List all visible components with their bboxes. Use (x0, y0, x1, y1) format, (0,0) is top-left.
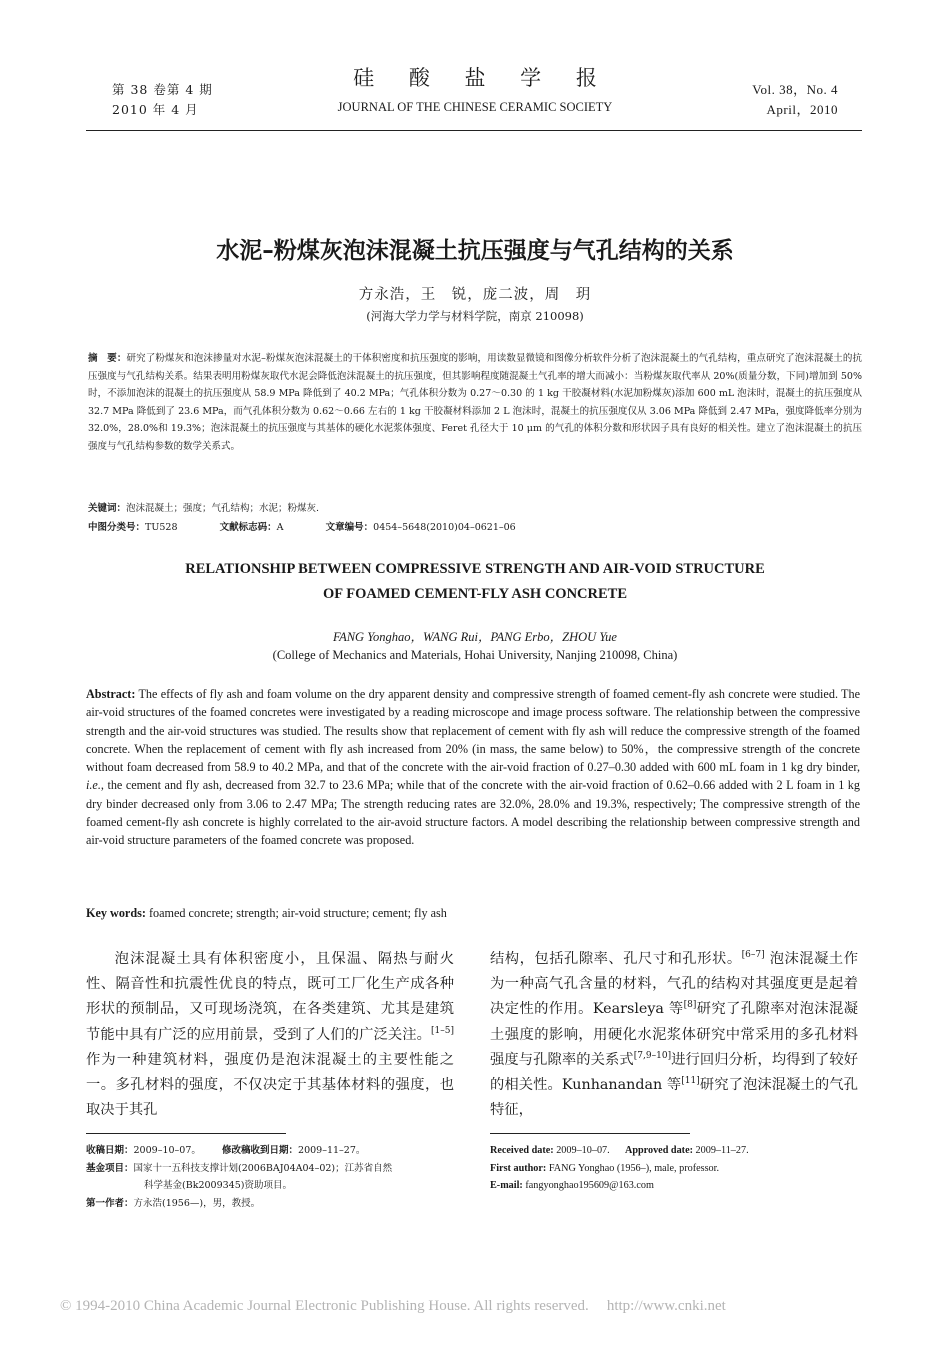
volume-en: Vol. 38，No. 4 (752, 82, 838, 97)
clc-label: 中图分类号： (88, 522, 146, 533)
author-value-en: FANG Yonghao (1956–), male, professor. (546, 1162, 720, 1174)
footnote-en-email (490, 1177, 870, 1195)
paper-title-en (80, 557, 870, 607)
date-en: April，2010 (766, 102, 838, 117)
copyright-text: © 1994-2010 China Academic Journal Electronic Publishing House. All rights reserved. (60, 1298, 589, 1314)
authors-en: FANG Yonghao，WANG Rui，PANG Erbo，ZHOU Yue (333, 630, 617, 644)
keywords-cn-label: 关键词： (88, 503, 127, 514)
footnote-cn-fund (86, 1160, 466, 1178)
header-issue-cn (112, 80, 213, 120)
paper-title-en-line2: OF FOAMED CEMENT-FLY ASH CONCRETE (323, 586, 627, 602)
revised-label-cn: 修改稿收到日期： (222, 1145, 299, 1156)
footnote-en (490, 1142, 870, 1195)
body-left-text-b: 作为一种建筑材料，强度仍是泡沫混凝土的主要性能之一。多孔材料的强度，不仅决定于其基体材料的强度，也取决于其孔 (86, 1051, 454, 1119)
body-right-text-a: 结构，包括孔隙率、孔尺寸和孔形状。 (490, 951, 742, 967)
keywords-en-text: foamed concrete; strength; air-void structure; cement; fly ash (145, 906, 447, 920)
author-value-cn: 方永浩(1956—)，男，教授。 (133, 1197, 261, 1209)
abstract-en-label: Abstract: (86, 687, 136, 701)
clc-value: TU528 (145, 522, 178, 533)
date-cn: 2010 年 4 月 (112, 102, 199, 117)
citation-8: [8] (683, 1000, 697, 1011)
citation-6-7: [6–7] (741, 950, 765, 961)
revised-value-cn: 2009–11–27。 (298, 1145, 366, 1156)
affiliation-en: (College of Mechanics and Materials, Hohai University, Nanjing 210098, China) (272, 648, 678, 662)
fund-line2-cn: 科学基金(Bk2009345)资助项目。 (144, 1180, 292, 1191)
affiliation-cn: (河海大学力学与材料学院，南京 210098) (366, 309, 584, 323)
email-value-en: fangyonghao195609@163.com (522, 1180, 654, 1191)
keywords-en (86, 906, 860, 921)
footnote-en-author (490, 1160, 870, 1178)
footnote-cn (86, 1142, 466, 1212)
footnote-divider-left (86, 1133, 286, 1134)
footnote-cn-dates (86, 1142, 466, 1160)
email-label-en: E-mail: (490, 1180, 523, 1191)
classification-cn (88, 519, 862, 537)
author-label-en: First author: (490, 1162, 547, 1174)
received-label-en: Received date: (490, 1145, 554, 1156)
authors-cn: 方永浩，王 锐，庞二波，周 玥 (358, 287, 592, 303)
abstract-en-part1: The effects of fly ash and foam volume on the dry apparent density and compressive strength of foamed cement-fly ash concrete were studied. The air-void structures of the foamed concretes were investigated by a reading microscope and image process software. The relationship between the compressive strength and the air-void structures was studied. The results show that replacement of cement with fly ash will reduce the compressive strength of the foamed concrete. When the replacement of cement with fly ash increased from 20% (in mass, the same below) to 50%，the compressive strength of the concrete without foam decreased from 58.9 to 40.2 MPa, and that of the concrete with the air-void fraction of 0.27–0.30 added with 600 mL foam in 1 kg dry binder, (86, 687, 860, 775)
paper-title-en-line1: RELATIONSHIP BETWEEN COMPRESSIVE STRENGTH AND AIR-VOID STRUCTURE (185, 561, 765, 577)
footnote-en-dates (490, 1142, 870, 1160)
fund-label-cn: 基金项目： (86, 1162, 134, 1174)
body-column-left (86, 947, 454, 1123)
article-no-label: 文章编号： (325, 522, 374, 533)
journal-masthead (300, 62, 650, 115)
keywords-en-label: Key words: (86, 906, 146, 920)
footnote-cn-author (86, 1195, 466, 1213)
abstract-en-part2: , the cement and fly ash, decreased from 32.7 to 23.6 MPa; while that of the concrete with the air-void fraction of 0.62–0.66 added with 2 L foam in 1 kg dry binder decreased only from 3.06 to 2.47 MPa; The strength reducing rates are 32.0%, 28.0% and 19.3%, respectively; The compressive strength of the foamed cement-fly ash concrete is highly correlated to the air-avoid structure factors. A model describing the relationship between compressive strength and air-void structure parameters of the foamed concrete was proposed. (86, 778, 860, 848)
received-value-en: 2009–10–07. (553, 1145, 610, 1156)
body-right-text-c: 研究了孔隙率对泡沫混凝土强度的影响，用硬化水泥浆体研究中常采用的多孔材料强度与孔隙率的关系式 (490, 1001, 858, 1068)
journal-name-en: JOURNAL OF THE CHINESE CERAMIC SOCIETY (337, 100, 613, 114)
abstract-cn-text: 研究了粉煤灰和泡沫掺量对水泥–粉煤灰泡沫混凝土的干体积密度和抗压强度的影响，用读数显微镜和图像分析软件分析了泡沫混凝土的气孔结构，重点研究了泡沫混凝土的抗压强度与气孔结构关系。结果表明用粉煤灰取代水泥会降低泡沫混凝土的抗压强度，但其影响程度随混凝土气孔率的增大而减小：当粉煤灰取代率从 20%(质量分数，下同)增加到 50%时，不添加泡沫的混凝土的抗压强度从 58.9 MPa 降低到了 40.2 MPa；气孔体积分数为 0.27～0.30 的 1 kg 干胶凝材料(水泥加粉煤灰)添加 600 mL 泡沫时，混凝土的抗压强度从 32.7 MPa 降低到了 23.6 MPa，而气孔体积分数为 0.62～0.66 左右的 1 kg 干胶凝材料添加 2 L 泡沫时，混凝土的抗压强度仅从 3.06 MPa 降低到 2.47 MPa，强度降低率分别为 32.0%，28.0%和 19.3%；泡沫混凝土的抗压强度与其基体的硬化水泥浆体强度、Feret 孔径大于 10 μm 的气孔的体积分数和形状因子具有良好的相关性。建立了泡沫混凝土的抗压强度与气孔结构参数的数学关系式。 (88, 353, 862, 452)
body-column-right (490, 947, 858, 1123)
approved-value-en: 2009–11–27. (692, 1145, 749, 1156)
abstract-cn (88, 350, 862, 456)
copyright-line (60, 1298, 890, 1315)
abstract-en-ie: i.e. (86, 778, 101, 793)
keywords-cn (88, 500, 862, 518)
doc-code-value: A (276, 522, 284, 533)
abstract-en (86, 685, 860, 850)
fund-line1-cn: 国家十一五科技支撑计划(2006BAJ04A04–02)；江苏省自然 (133, 1162, 393, 1174)
body-left-text-a: 泡沫混凝土具有体积密度小，且保温、隔热与耐火性、隔音性和抗震性优良的特点，既可工厂化生产成各种形状的预制品，又可现场浇筑，在各类建筑、尤其是建筑节能中具有广泛的应用前景，受到了人们的广泛关注。 (86, 951, 454, 1043)
paper-title-cn: 水泥–粉煤灰泡沫混凝土抗压强度与气孔结构的关系 (216, 238, 734, 264)
body-right-text-e: 研究了泡沫混凝土的气孔特征， (490, 1077, 858, 1119)
cnki-url[interactable]: http://www.cnki.net (606, 1298, 726, 1314)
header-issue-en (700, 80, 838, 120)
keywords-cn-text: 泡沫混凝土；强度；气孔结构；水泥；粉煤灰. (126, 503, 320, 514)
footnote-divider-right (490, 1133, 690, 1134)
citation-11: [11] (681, 1076, 700, 1087)
article-no-value: 0454–5648(2010)04–0621–06 (373, 522, 516, 533)
abstract-cn-label: 摘 要： (88, 353, 127, 364)
author-label-cn: 第一作者： (86, 1197, 134, 1209)
citation-1-5: [1–5] (431, 1025, 454, 1036)
received-label-cn: 收稿日期： (86, 1145, 134, 1156)
received-value-cn: 2009–10–07。 (133, 1145, 201, 1156)
doc-code-label: 文献标志码： (219, 522, 277, 533)
header-divider (86, 130, 862, 131)
journal-name-cn: 硅 酸 盐 学 报 (353, 66, 611, 90)
citation-7-9-10: [7,9–10] (633, 1051, 672, 1062)
body-right-text-d: 进行回归分析，均得到了较好的相关性。Kunhanandan 等 (490, 1051, 859, 1094)
volume-cn: 第 38 卷第 4 期 (112, 82, 213, 97)
body-right-text-b: 泡沫混凝土作为一种高气孔含量的材料，气孔的结构对其强度更是起着决定性的作用。Kearsleya 等 (490, 951, 859, 1018)
approved-label-en: Approved date: (624, 1145, 693, 1156)
